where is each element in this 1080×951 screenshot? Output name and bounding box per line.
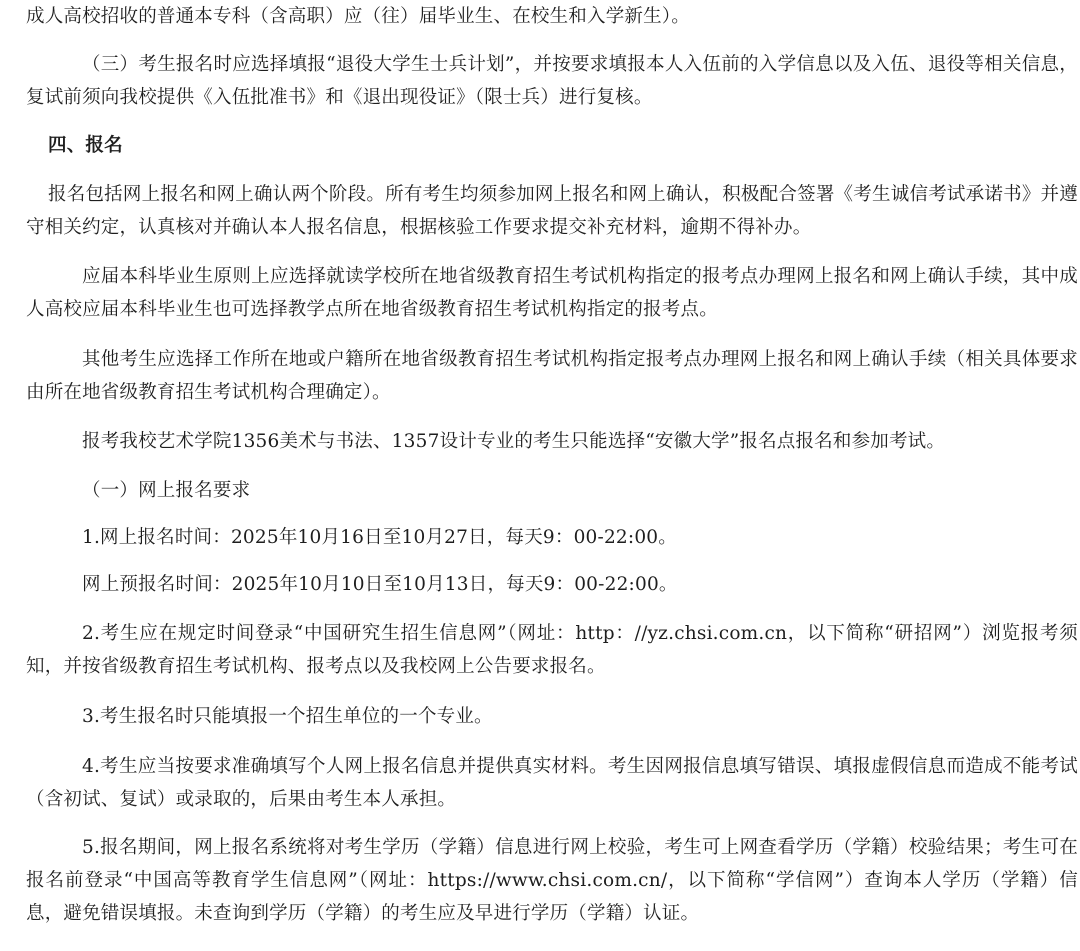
paragraph-other-candidates: 其他考生应选择工作所在地或户籍所在地省级教育招生考试机构指定报考点办理网上报名和网上确认手续（相关具体要求由所在地省级教育招生考试机构合理确定）。 <box>26 349 1078 403</box>
paragraph-veteran-plan: （三）考生报名时应选择填报“退役大学生士兵计划”，并按要求填报本人入伍前的入学信息以及入伍、退役等相关信息，复试前须向我校提供《入伍批准书》和《退出现役证》（限士兵）进行复核。 <box>26 54 1078 108</box>
paragraph-pre-registration-time: 网上预报名时间：2025年10月10日至10月13日，每天9：00-22:00。 <box>82 574 678 595</box>
subheading-online-requirements: （一）网上报名要求 <box>82 480 251 501</box>
paragraph-accurate-info: 4.考生应当按要求准确填写个人网上报名信息并提供真实材料。考生因网报信息填写错误、填报虚假信息而造成不能考试（含初试、复试）或录取的，后果由考生本人承担。 <box>26 756 1078 810</box>
paragraph-art-college: 报考我校艺术学院1356美术与书法、1357设计专业的考生只能选择“安徽大学”报名点报名和参加考试。 <box>82 431 946 452</box>
paragraph-login-site: 2.考生应在规定时间登录“中国研究生招生信息网”（网址：http：//yz.chsi.com.cn，以下简称“研招网”）浏览报考须知，并按省级教育招生考试机构、报考点以及我校网上公告要求报名。 <box>26 623 1078 677</box>
paragraph-degree-verification: 5.报名期间，网上报名系统将对考生学历（学籍）信息进行网上校验，考生可上网查看学历（学籍）校验结果；考生可在报名前登录“中国高等教育学生信息网”（网址：https://www.chsi.com.cn/，以下简称“学信网”）查询本人学历（学籍）信息，避免错误填报。未查询到学历（学籍）的考生应及早进行学历（学籍）认证。 <box>26 837 1078 924</box>
paragraph-registration-stages: 报名包括网上报名和网上确认两个阶段。所有考生均须参加网上报名和网上确认，积极配合签署《考生诚信考试承诺书》并遵守相关约定，认真核对并确认本人报名信息，根据核验工作要求提交补充材料，逾期不得补办。 <box>26 184 1078 238</box>
paragraph-one-major: 3.考生报名时只能填报一个招生单位的一个专业。 <box>82 706 493 727</box>
paragraph-fresh-graduates: 应届本科毕业生原则上应选择就读学校所在地省级教育招生考试机构指定的报考点办理网上报名和网上确认手续，其中成人高校应届本科毕业生也可选择教学点所在地省级教育招生考试机构指定的报考点。 <box>26 266 1078 320</box>
paragraph-continuation: 成人高校招收的普通本专科（含高职）应（往）届毕业生、在校生和入学新生）。 <box>26 6 690 27</box>
section-heading-registration: 四、报名 <box>48 135 123 156</box>
paragraph-online-time: 1.网上报名时间：2025年10月16日至10月27日，每天9：00-22:00。 <box>82 527 677 548</box>
